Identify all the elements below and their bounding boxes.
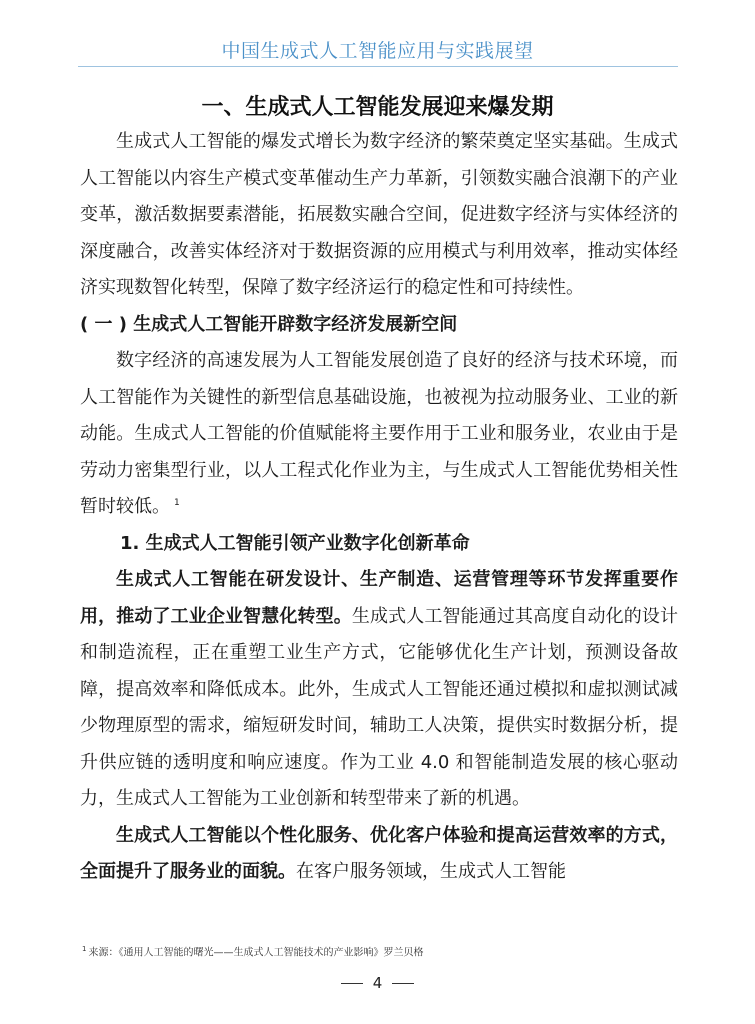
paragraph-3-body: 在客户服务领域，生成式人工智能 [296, 861, 566, 882]
intro-paragraph: 生成式人工智能的爆发式增长为数字经济的繁荣奠定坚实基础。生成式人工智能以内容生产模式变革催动生产力革新，引领数实融合浪潮下的产业变革，激活数据要素潜能，拓展数实融合空间，促进数字经济与实体经济的深度融合，改善实体经济对于数据资源的应用模式与利用效率，推动实体经济实现数智化转型，保障了数字经济运行的稳定性和可持续性。 [80, 131, 678, 298]
footnote [82, 942, 682, 960]
subsection-heading: ( 一 ) 生成式人工智能开辟数字经济发展新空间 [80, 313, 458, 335]
section-title: 一、生成式人工智能发展迎来爆发期 [201, 95, 554, 120]
paragraph-2 [80, 562, 678, 818]
paragraph-2-lead: 生成式人工智能在研发设计、生产制造、运营管理等环节发挥重要作用，推动了工业企业智慧化转型。 [80, 569, 678, 627]
paragraph-1-text: 数字经济的高速发展为人工智能发展创造了良好的经济与技术环境，而人工智能作为关键性的新型信息基础设施，也被视为拉动服务业、工业的新动能。生成式人工智能的价值赋能将主要作用于工业和服务业，农业由于是劳动力密集型行业，以人工程式化作业为主，与生成式人工智能优势相关性暂时较低。 [80, 350, 678, 517]
page-number-block [0, 974, 755, 992]
page-dash-left [341, 983, 363, 984]
footnote-text: 来源：《通用人工智能的曙光——生成式人工智能技术的产业影响》罗兰贝格 [88, 947, 424, 959]
page-dash-right [392, 983, 414, 984]
paragraph-3-lead: 生成式人工智能以个性化服务、优化客户体验和提高运营效率的方式，全面提升了服务业的面貌。 [80, 824, 678, 882]
paragraph-2-body: 生成式人工智能通过其高度自动化的设计和制造流程，正在重塑工业生产方式，它能够优化生产计划，预测设备故障，提高效率和降低成本。此外，生成式人工智能还通过模拟和虚拟测试减少物理原型的需求，缩短研发时间，辅助工人决策，提供实时数据分析，提升供应链的透明度和响应速度。作为工业 4.0 和智能制造发展的核心驱动力，生成式人工智能为工业创新和转型带来了新的机遇。 [80, 605, 678, 809]
footnote-number: 1 [82, 945, 87, 953]
header-divider [78, 66, 678, 67]
paragraph-1 [80, 343, 678, 526]
page-number: 4 [372, 974, 383, 992]
body-text [80, 124, 678, 891]
footnote-reference: 1 [174, 498, 180, 508]
numbered-subheading: 1. 生成式人工智能引领产业数字化创新革命 [120, 532, 470, 554]
running-header: 中国生成式人工智能应用与实践展望 [221, 40, 534, 62]
paragraph-3 [80, 818, 678, 891]
